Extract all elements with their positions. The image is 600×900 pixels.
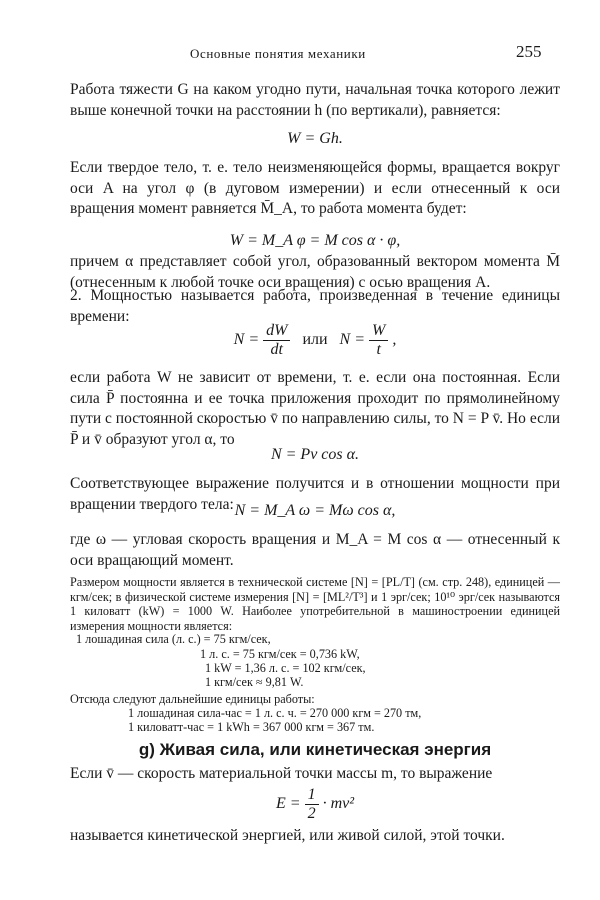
equation-rotation-power: N = M_A ω = Mω cos α,	[234, 502, 396, 519]
unit-line-1: 1 лошадиная сила (л. с.) = 75 кгм/сек,	[76, 632, 271, 646]
paragraph-rigid-body: Если твердое тело, т. е. тело неизменяющейся формы, вращается вокруг оси A на угол φ (в дуговом измерении) и если отнесенный к оси вращения момент равняется M̄_A, то работа момента будет:	[70, 159, 560, 217]
work-unit-line-2: 1 киловатт-час = 1 kWh = 367 000 кгм = 367 тм.	[128, 720, 375, 734]
equation-kinetic-energy: E = $\frac{1}{2}$ · mv²	[275, 786, 355, 822]
paragraph-angular-velocity: где ω — угловая скорость вращения и M_A = M cos α — отнесенный к оси вращающий момент.	[70, 531, 560, 569]
unit-line-3: 1 kW = 1,36 л. с. = 102 кгм/сек,	[205, 661, 366, 675]
paragraph-kinetic-energy-definition: называется кинетической энергией, или живой силой, этой точки.	[70, 827, 505, 844]
fraction-one-half: $\frac{1}{2}$	[305, 786, 319, 823]
fraction-w-t: $\frac{W}{t}$	[369, 322, 388, 359]
page-number: 255	[516, 42, 542, 61]
running-title: Основные понятия механики	[190, 46, 366, 61]
section-heading-kinetic-energy: g) Живая сила, или кинетическая энергия	[138, 740, 492, 759]
unit-line-4: 1 кгм/сек ≈ 9,81 W.	[205, 675, 304, 689]
note-power-dimension: Размером мощности является в технической системе [N] = [PL/T] (см. стр. 248), единицей — кгм/сек; в физической системе измерения [N] = [ML²/T³] и 1 эрг/сек; 10¹⁰ эрг/сек называются 1 киловатт (kW) = 1000 W. Наиболее употребительной в машиностроении единицей измерения мощности является:	[70, 575, 560, 633]
paragraph-constant-force: если работа W не зависит от времени, т. е. если она постоянная. Если сила P̄ постоянна и ее точка приложения проходит по прямолинейному пути с постоянной скоростью v̄ по направлению силы, то N = P v̄. Но если P̄ и v̄ образуют угол α, то	[70, 369, 560, 448]
equation-power: N = $\frac{dW}{dt}$ или N = $\frac{W}{t}$ ,	[233, 322, 397, 358]
equation-power-angle: N = Pv cos α.	[270, 446, 360, 463]
paragraph-power-definition: 2. Мощностью называется работа, произведенная в течение единицы времени:	[70, 287, 560, 325]
unit-line-2: 1 л. с. = 75 кгм/сек = 0,736 kW,	[200, 647, 360, 661]
paragraph-rotation-power: Соответствующее выражение получится и в отношении мощности при вращении твердого тела:	[70, 475, 560, 513]
paragraph-moment-angle: причем α представляет собой угол, образованный вектором момента M̄ (отнесенным к любой точке оси вращения) с осью вращения A.	[70, 253, 560, 291]
note-work-units: Отсюда следуют дальнейшие единицы работы:	[70, 692, 315, 706]
equation-work-gravity: W = Gh.	[287, 130, 343, 147]
fraction-dw-dt: $\frac{dW}{dt}$	[263, 322, 290, 359]
paragraph-velocity-mass: Если v̄ — скорость материальной точки массы m, то выражение	[70, 765, 493, 782]
equation-moment-work: W = M_A φ = M cos α · φ,	[229, 232, 401, 249]
work-unit-line-1: 1 лошадиная сила-час = 1 л. с. ч. = 270 000 кгм = 270 тм,	[128, 706, 422, 720]
paragraph-gravity-work: Работа тяжести G на каком угодно пути, начальная точка которого лежит выше конечной точки на расстоянии h (по вертикали), равняется:	[70, 81, 560, 119]
